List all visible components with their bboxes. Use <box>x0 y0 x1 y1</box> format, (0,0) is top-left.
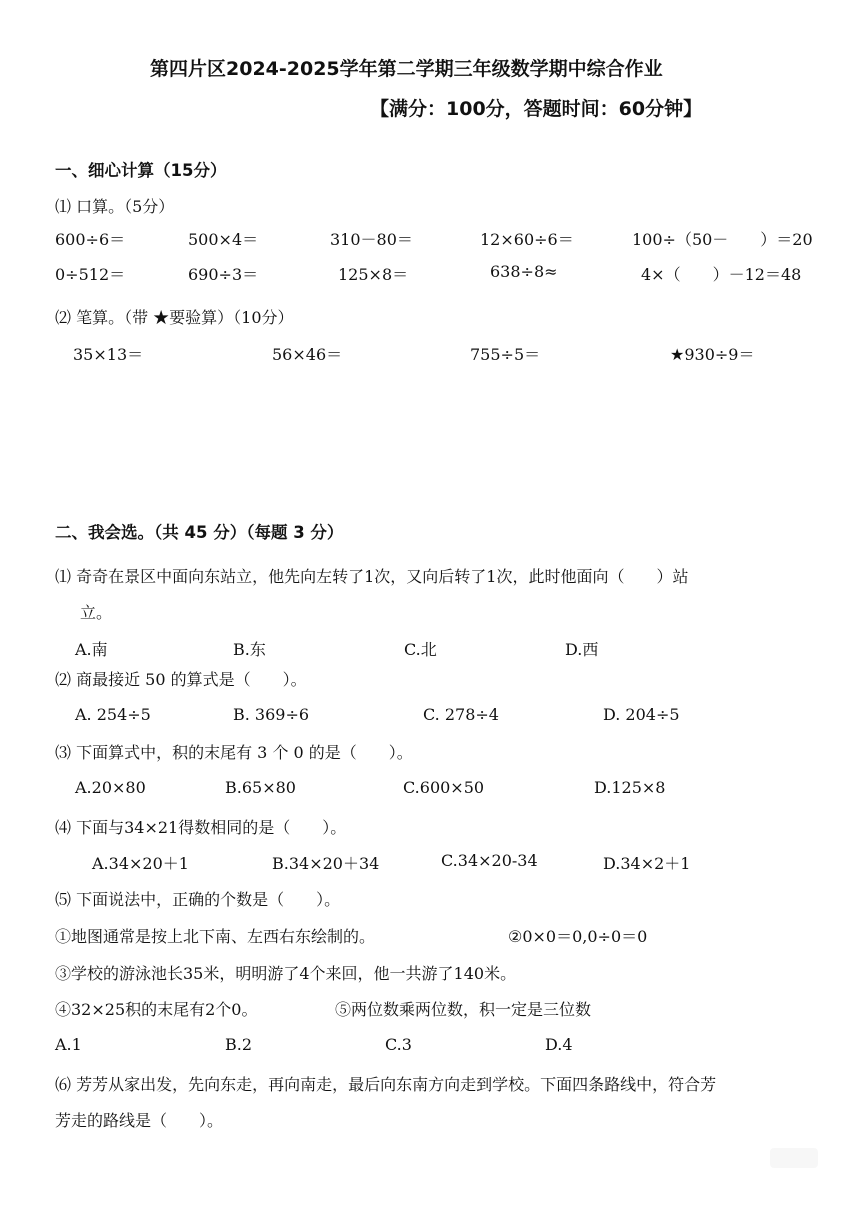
option-b: B.65×80 <box>225 778 296 797</box>
written-calc-item: 56×46＝ <box>272 345 343 364</box>
written-calc-item: 35×13＝ <box>73 345 144 364</box>
option-d: D. 204÷5 <box>603 705 680 724</box>
option-b: B.东 <box>233 640 266 659</box>
question-1-cont: 立。 <box>80 603 113 622</box>
scan-smudge <box>770 1148 818 1168</box>
option-c: C.北 <box>404 640 437 659</box>
mental-calc-item: 500×4＝ <box>188 230 259 249</box>
option-c: C.34×20-34 <box>441 851 538 870</box>
part-1-label: ⑴ 口算。（5分） <box>55 197 175 216</box>
option-a: A.20×80 <box>75 778 146 797</box>
option-a: A.南 <box>75 640 108 659</box>
option-c: C.3 <box>385 1035 412 1054</box>
option-d: D.4 <box>545 1035 573 1054</box>
option-b: B.34×20＋34 <box>272 854 380 873</box>
question-3: ⑶ 下面算式中，积的末尾有 3 个 0 的是（ ）。 <box>55 743 413 762</box>
question-5: ⑸ 下面说法中，正确的个数是（ ）。 <box>55 890 341 909</box>
option-d: D.125×8 <box>594 778 666 797</box>
statement-1: ①地图通常是按上北下南、左西右东绘制的。 <box>55 927 376 946</box>
mental-calc-item: 600÷6＝ <box>55 230 126 249</box>
section-1-heading: 一、细心计算（15分） <box>55 161 227 180</box>
written-calc-item: 755÷5＝ <box>470 345 541 364</box>
written-calc-item: ★930÷9＝ <box>670 345 755 364</box>
option-c: C. 278÷4 <box>423 705 499 724</box>
option-b: B. 369÷6 <box>233 705 310 724</box>
option-b: B.2 <box>225 1035 253 1054</box>
option-a: A. 254÷5 <box>75 705 151 724</box>
mental-calc-item: 12×60÷6＝ <box>480 230 574 249</box>
mental-calc-item: 690÷3＝ <box>188 265 259 284</box>
mental-calc-item: 310－80＝ <box>330 230 413 249</box>
part-2-label: ⑵ 笔算。（带 ★要验算）（10分） <box>55 308 294 327</box>
page-title: 第四片区2024-2025学年第二学期三年级数学期中综合作业 <box>150 58 663 80</box>
option-a: A.1 <box>55 1035 82 1054</box>
mental-calc-item: 100÷（50－ ）＝20 <box>632 230 813 249</box>
mental-calc-item: 0÷512＝ <box>55 265 126 284</box>
option-d: D.西 <box>565 640 599 659</box>
option-a: A.34×20＋1 <box>92 854 189 873</box>
question-2: ⑵ 商最接近 50 的算式是（ ）。 <box>55 670 307 689</box>
statement-3: ③学校的游泳池长35米，明明游了4个来回，他一共游了140米。 <box>55 964 517 983</box>
question-4: ⑷ 下面与34×21得数相同的是（ ）。 <box>55 818 347 837</box>
section-2-heading: 二、我会选。（共 45 分）（每题 3 分） <box>55 523 344 542</box>
statement-5: ⑤两位数乘两位数，积一定是三位数 <box>335 1000 592 1019</box>
option-d: D.34×2＋1 <box>603 854 691 873</box>
question-6-cont: 芳走的路线是（ ）。 <box>55 1111 224 1130</box>
mental-calc-item: 638÷8≈ <box>490 262 558 281</box>
option-c: C.600×50 <box>403 778 485 797</box>
statement-4: ④32×25积的末尾有2个0。 <box>55 1000 258 1019</box>
score-time-info: 【满分：100分，答题时间：60分钟】 <box>370 98 703 120</box>
mental-calc-item: 125×8＝ <box>338 265 409 284</box>
question-1: ⑴ 奇奇在景区中面向东站立，他先向左转了1次，又向后转了1次，此时他面向（ ）站 <box>55 567 689 586</box>
mental-calc-item: 4×（ ）－12＝48 <box>641 265 802 284</box>
question-6: ⑹ 芳芳从家出发，先向东走，再向南走，最后向东南方向走到学校。下面四条路线中，符合芳 <box>55 1075 717 1094</box>
statement-2: ②0×0＝0,0÷0＝0 <box>508 927 648 946</box>
